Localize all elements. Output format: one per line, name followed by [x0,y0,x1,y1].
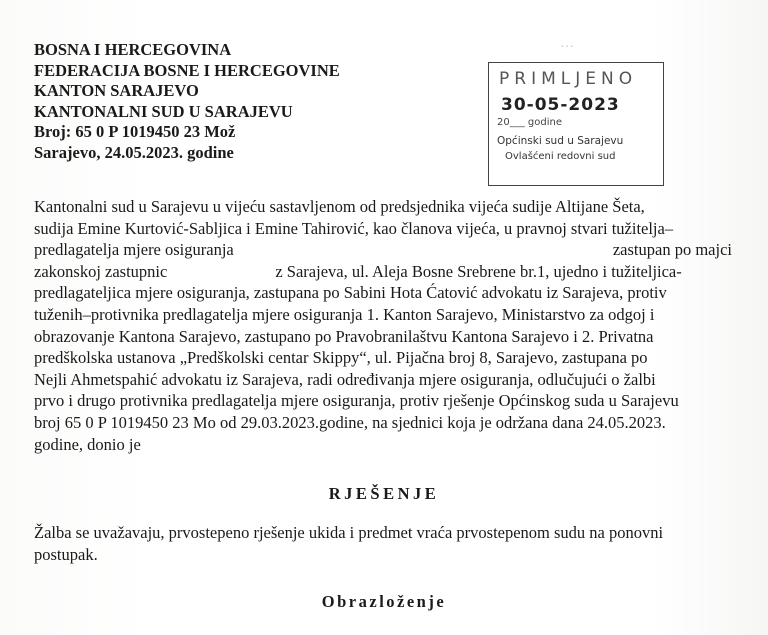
reasoning-heading: Obrazloženje [321,592,447,611]
intro-line: godine, donio je [34,434,141,454]
bleed-through-text: … [560,36,574,51]
header-court: KANTONALNI SUD U SARAJEVU [34,101,293,121]
stamp-date: 30-05-2023 [501,95,620,115]
header-country: BOSNA I HERCEGOVINA [34,40,232,59]
intro-line: Kantonalni sud u Sarajevu u vijeću sastavljenom od predsjednika vijeća sudije Altijane Šeta, [34,197,645,216]
stamp-court: Općinski sud u Sarajevu [497,135,624,147]
header-canton: KANTON SARAJEVO [34,81,199,100]
intro-line: broj 65 0 P 1019450 23 Mo od 29.03.2023.godine, na sjednici koja je održana dana 24.05.2023. [34,412,666,432]
intro-line-redacted [34,239,732,261]
header-federation: FEDERACIJA BOSNE I HERCEGOVINE [34,60,340,80]
decision-heading: RJEŠENJE [328,484,440,503]
intro-line-part: predlagatelja mjere osiguranja [34,240,234,260]
intro-line: Nejli Ahmetspahić advokatu iz Sarajeva, radi određivanja mjere osiguranja, odlučujući o žalbi [34,369,656,389]
case-number: Broj: 65 0 P 1019450 23 Mož [34,122,236,141]
intro-line: predlagateljica mjere osiguranja, zastupana po Sabini Hota Ćatović advokatu iz Sarajeva, protiv [34,283,667,303]
redaction-block [167,261,275,283]
intro-line: tuženih–protivnika predlagatelja mjere osiguranja 1. Kanton Sarajevo, Ministarstvo za odgoj i [34,304,655,324]
intro-line-part: zastupan po majci [612,240,732,260]
decision-line: Žalba se uvažavaju, prvostepeno rješenje ukida i predmet vraća prvostepenom sudu na ponovni [34,523,664,542]
place-date: Sarajevo, 24.05.2023. godine [34,142,234,162]
intro-line-part: z Sarajeva, ul. Aleja Bosne Srebrene br.1, ujedno i tužiteljica- [275,261,682,281]
received-stamp [488,62,664,186]
stamp-title: PRIMLJENO [499,69,638,89]
intro-line-part: zakonskoj zastupnic [34,261,168,281]
intro-line-redacted [34,261,732,283]
stamp-unit: Ovlašćeni redovni sud [505,151,616,162]
intro-paragraph [34,196,732,455]
stamp-year-line: 20___ godine [497,117,562,128]
intro-line: obrazovanje Kantona Sarajevo, zastupano po Pravobranilaštvu Kantona Sarajevo i 2. Privatna [34,326,654,346]
court-header [34,40,340,163]
intro-line: predškolska ustanova „Predškolski centar Skippy“, ul. Pijačna broj 8, Sarajevo, zastupana po [34,348,648,368]
intro-line: prvo i drugo protivnika predlagatelja mjere osiguranja, protiv rješenje Općinskog suda u Sarajevu [34,391,679,411]
decision-line: postupak. [34,544,98,564]
intro-line: sudija Emine Kurtović-Sabljica i Emine Tahirović, kao članova vijeća, u pravnoj stvari tužitelja– [34,218,674,238]
decision-paragraph [34,522,732,565]
